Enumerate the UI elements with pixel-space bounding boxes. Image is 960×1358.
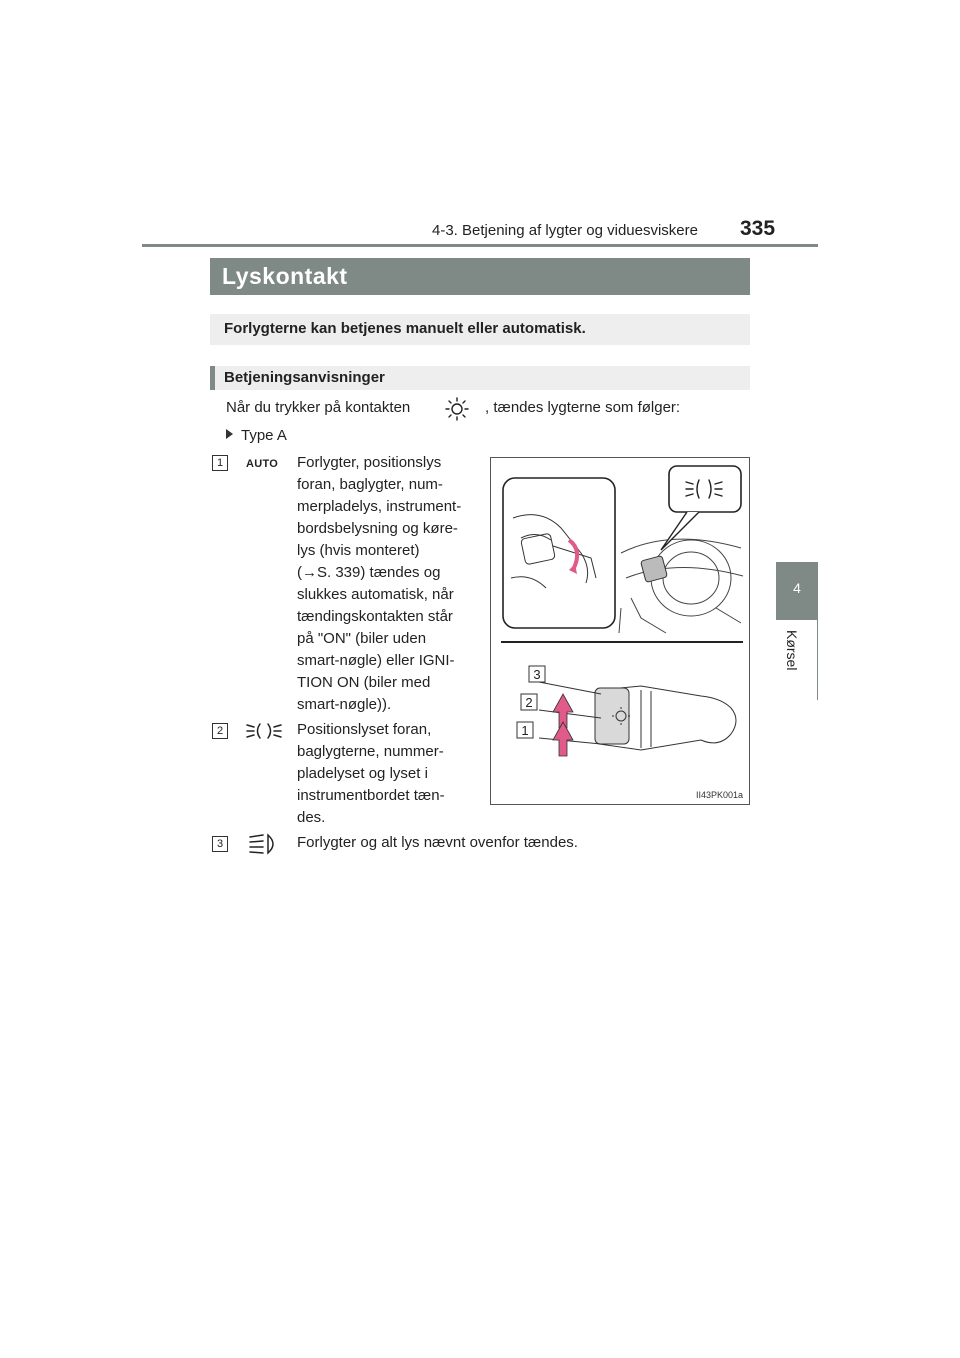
detail-inset [503,478,615,628]
intro-text: Forlygterne kan betjenes manuelt eller automatisk. [224,320,586,337]
title-bar [210,258,750,295]
subsection-title: Betjeningsanvisninger [224,369,385,386]
chapter-tab [776,562,818,620]
item-2-text: Positionslyset foran, baglygterne, nummer- pladelyset og lyset i instrumentbordet tæn- des. [297,721,445,826]
figure-illustration [490,457,750,805]
page-number: 335 [740,217,776,240]
item-number-1: 1 [212,455,228,471]
page-title: Lyskontakt [222,263,348,289]
position-light-icon [244,719,284,743]
item-number-3: 3 [212,836,228,852]
instruction-text: Når du trykker på kontakten [226,399,411,416]
item-1-text: Forlygter, positionslys foran, baglygter, num- merpladelys, instrument- bordsbelysning og køre- lys (hvis monteret) (→S. 339) tændes og slukkes automatisk, når tændingskontakten står på "ON" (biler uden smart-nøgle) eller IGNI- TION ON (biler med smart-nøgle)). [297,454,462,713]
intro-box [210,314,750,345]
item-3-text: Forlygter og alt lys nævnt ovenfor tændes. [297,834,578,851]
subsection-accent [210,366,215,390]
figure-callout-2: 2 [525,695,533,710]
callout-bubble [669,466,741,512]
figure-callout-1: 1 [521,723,529,738]
triangle-bullet-icon [226,429,233,439]
auto-icon: AUTO [246,458,279,470]
up-arrow-lower [553,722,573,756]
type-label [226,427,287,444]
subsection-bar [210,366,750,390]
lever-illustration [491,458,750,805]
item-number-2: 2 [212,723,228,739]
chapter-label: Kørsel [784,630,800,671]
headlight-icon [246,832,282,856]
chapter-number: 4 [793,580,801,596]
figure-callout-3: 3 [533,667,541,682]
chapter-tab-line [817,620,818,700]
figure-code: II43PK001a [695,790,743,800]
section-heading: 4-3. Betjening af lygter og viduesviskere [432,222,698,239]
instruction-text-tail: , tændes lygterne som følger: [485,399,681,416]
type-label-text: Type A [241,427,287,444]
light-switch-icon [444,396,470,422]
header-rule [142,244,818,247]
